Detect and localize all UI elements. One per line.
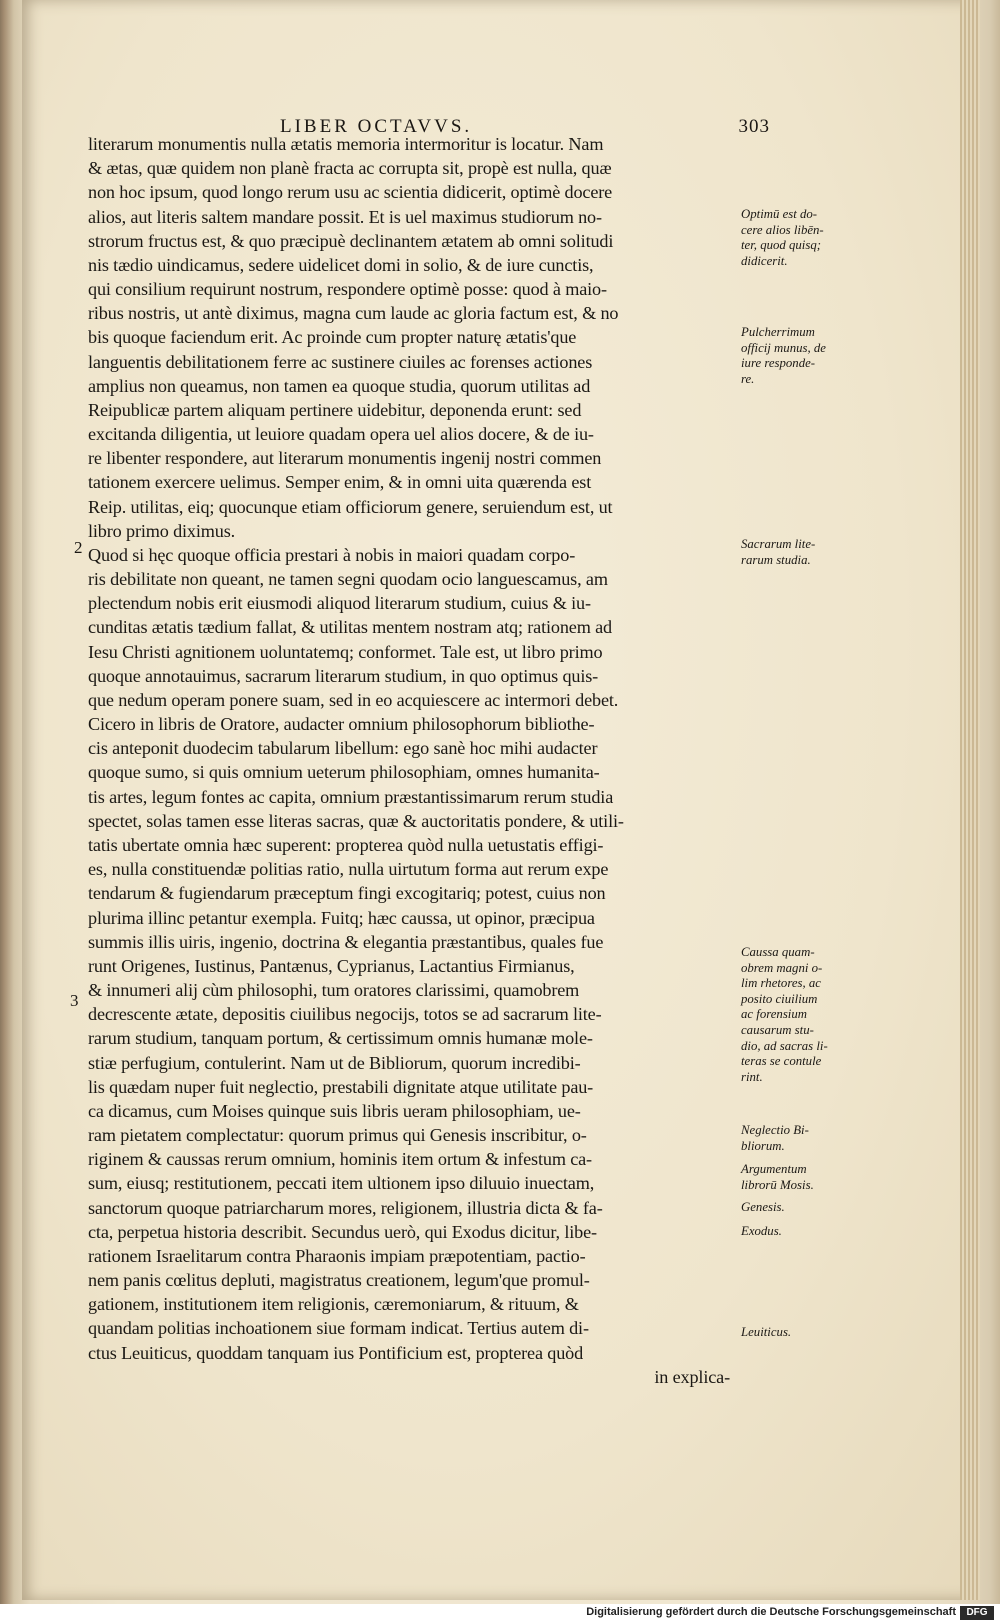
text-line: in explica- — [654, 1366, 730, 1387]
text-line: re libenter respondere, aut literarum monumentis ingenij nostri commen — [88, 448, 602, 469]
margin-note-line: iure responde- — [741, 356, 816, 371]
text-line: nis tædio uindicamus, sedere uidelicet domi in solio, & de iure cunctis, — [88, 254, 594, 275]
text-line: ram pietatem complectatur: quorum primus qui Genesis inscribitur, o- — [88, 1125, 587, 1146]
text-line: & ætas, quæ quidem non planè fracta ac corrupta sit, propè est nulla, quæ — [88, 158, 612, 179]
page-edges — [960, 0, 980, 1600]
margin-note-line: rarum studia. — [741, 552, 811, 567]
margin-note — [741, 1325, 841, 1341]
margin-note-line: Genesis. — [741, 1200, 785, 1214]
text-line: lis quædam nuper fuit neglectio, prestabili dignitate atque utilitate pau- — [88, 1076, 594, 1097]
text-line: tis artes, legum fontes ac capita, omnium præstantissimarum rerum studia — [88, 786, 614, 807]
margin-note-line: posito ciuilium — [741, 991, 818, 1006]
margin-note — [741, 1200, 841, 1216]
text-line: tendarum & fugiendarum præceptum fingi excogitariq; potest, cuius non — [88, 883, 606, 904]
text-line: qui consilium requirunt nostrum, respondere optimè posse: quod à maio- — [88, 279, 607, 300]
margin-note-line: officij munus, de — [741, 340, 826, 355]
margin-note — [741, 945, 841, 1085]
text-line: non hoc ipsum, quod longo rerum usu ac scientia didicerit, optimè docere — [88, 182, 613, 203]
margin-note-line: bliorum. — [741, 1138, 785, 1153]
margin-note-line: ter, quod quisq; — [741, 238, 821, 253]
margin-note-line: Exodus. — [741, 1224, 782, 1238]
margin-note — [741, 207, 841, 269]
body-text — [88, 132, 738, 1389]
text-line: ribus nostris, ut antè diximus, magna cum laude ac gloria factum est, & no — [88, 303, 619, 324]
text-line: literarum monumentis nulla ætatis memoria intermoritur is locatur. Nam — [88, 134, 604, 154]
text-line: Reipublicæ partem aliquam pertinere uidebitur, deponenda erunt: sed — [88, 399, 582, 420]
margin-note-line: obrem magni o- — [741, 960, 823, 975]
text-line: languentis debilitationem ferre ac sustinere ciuiles ac forenses actiones — [88, 351, 593, 372]
margin-note-line: Pulcherrimum — [741, 325, 815, 339]
text-line: cta, perpetua historia describit. Secundus uerò, qui Exodus dicitur, libe- — [88, 1221, 597, 1242]
margin-note-line: Argumentum — [741, 1162, 807, 1176]
paragraph-number: 3 — [70, 991, 79, 1010]
text-line: ctus Leuiticus, quoddam tanquam ius Pontificium est, propterea quòd — [88, 1342, 584, 1363]
margin-note — [741, 1123, 841, 1154]
text-line: es, nulla constituendæ politias ratio, nulla uirtutum forma aut rerum expe — [88, 859, 609, 880]
text-line: sum, eiusq; restitutionem, peccati item ultionem ipso diluuio inuectam, — [88, 1173, 595, 1194]
margin-note-line: didicerit. — [741, 253, 788, 268]
text-line: amplius non queamus, non tamen ea quoque studia, quorum utilitas ad — [88, 375, 591, 396]
text-line: ca dicamus, cum Moises quinque suis libris ueram philosophiam, ue- — [88, 1100, 581, 1121]
text-line: excitanda diligentia, ut leuiore quadam opera uel alios docere, & de iu- — [88, 424, 594, 445]
margin-note-line: causarum stu- — [741, 1022, 814, 1037]
text-line: tationem exercere uelimus. Semper enim, & in omni uita quærenda est — [88, 472, 592, 493]
margin-note-line: teras se contule — [741, 1054, 822, 1069]
text-line: cis anteponit duodecim tabularum libellum: ego sanè hoc mihi audacter — [88, 738, 598, 759]
text-line: quandam politias inchoationem siue formam indicat. Tertius autem di- — [88, 1318, 589, 1339]
text-line: alios, aut literis saltem mandare possit. Et is uel maximus studiorum no- — [88, 206, 602, 227]
text-line: rationem Israelitarum contra Pharaonis impiam præpotentiam, pactio- — [88, 1245, 586, 1266]
margin-note-line: cere alios libēn- — [741, 222, 824, 237]
running-title: LIBER OCTAVVS. — [280, 116, 473, 137]
margin-note-line: lim rhetores, ac — [741, 976, 821, 991]
text-line: gationem, institutionem item religionis, cæremoniarum, & rituum, & — [88, 1294, 579, 1315]
margin-note — [741, 325, 841, 387]
page-number: 303 — [738, 116, 770, 137]
margin-note-line: Leuiticus. — [741, 1325, 792, 1339]
text-line: decrescente ætate, depositis ciuilibus negocijs, totos se ad sacrarum lite- — [88, 1004, 602, 1025]
margin-note-line: librorū Mosis. — [741, 1177, 814, 1192]
text-line: quoque sumo, si quis omnium ueterum philosophiam, omnes humanita- — [88, 762, 600, 783]
text-line: quoque annotauimus, sacrarum literarum studium, in quo optimus quis- — [88, 665, 599, 686]
text-line: plectendum nobis erit eiusmodi aliquod literarum studium, cuius & iu- — [88, 593, 591, 614]
margin-note-line: rint. — [741, 1069, 763, 1084]
dfg-logo: DFG — [960, 1606, 994, 1620]
text-line: summis illis uiris, ingenio, doctrina & elegantia præstantibus, quales fue — [88, 931, 604, 952]
margin-note — [741, 1224, 841, 1240]
margin-note-line: Caussa quam- — [741, 945, 815, 959]
text-line: que nedum operam ponere suam, sed in eo acquiescere ac intermori debet. — [88, 689, 619, 710]
margin-note-line: Neglectio Bi- — [741, 1123, 809, 1137]
text-line: riginem & caussas rerum omnium, hominis item ortum & infestum ca- — [88, 1149, 592, 1170]
paragraph-number: 2 — [74, 538, 83, 557]
text-line: strorum fructus est, & quo præcipuè declinantem ætatem ab omni solitudi — [88, 230, 614, 251]
text-line: cunditas ætatis tædium fallat, & utilitas mentem nostram atq; rationem ad — [88, 617, 612, 638]
margin-note-line: ac forensium — [741, 1007, 807, 1022]
text-line: Reip. utilitas, eiq; quocunque etiam officiorum genere, seruiendum est, ut — [88, 496, 613, 517]
margin-note — [741, 537, 841, 568]
text-line: nem panis cœlitus depluti, magistratus creationem, legum'que promul- — [88, 1270, 590, 1291]
text-line: tatis ubertate omnia hæc superent: propterea quòd nulla uetustatis effigi- — [88, 834, 604, 855]
text-line: Quod si hęc quoque officia prestari à nobis in maiori quadam corpo- — [88, 544, 576, 565]
text-line: stiæ perfugium, contulerint. Nam ut de Bibliorum, quorum incredibi- — [88, 1052, 581, 1073]
text-line: spectet, solas tamen esse literas sacras, quæ & auctoritatis pondere, & utili- — [88, 810, 624, 831]
text-line: ris debilitate non queant, ne tamen segni quodam ocio languescamus, am — [88, 569, 608, 590]
margin-note-line: Optimū est do- — [741, 207, 818, 221]
text-line: plurima illinc petantur exempla. Fuitq; hæc caussa, ut opinor, præcipua — [88, 907, 595, 928]
margin-note-line: Sacrarum lite- — [741, 537, 816, 551]
margin-note-line: re. — [741, 371, 755, 386]
text-line: runt Origenes, Iustinus, Pantænus, Cyprianus, Lactantius Firmianus, — [88, 955, 575, 976]
text-line: sanctorum quoque patriarcharum mores, religionem, illustria dicta & fa- — [88, 1197, 603, 1218]
text-line: rarum studium, tanquam portum, & certissimum omnis humanæ mole- — [88, 1028, 593, 1049]
funding-credit: Digitalisierung gefördert durch die Deutsche Forschungsgemeinschaft — [586, 1606, 956, 1618]
text-line: & innumeri alij cùm philosophi, tum oratores clarissimi, quamobrem — [88, 980, 580, 1001]
footer-bar — [0, 1604, 1000, 1624]
text-line: Iesu Christi agnitionem uoluntatemq; conformet. Tale est, ut libro primo — [88, 641, 603, 662]
margin-note-line: dio, ad sacras li- — [741, 1038, 828, 1053]
text-line: Cicero in libris de Oratore, audacter omnium philosophorum bibliothe- — [88, 714, 595, 735]
margin-note — [741, 1162, 841, 1193]
text-line: libro primo diximus. — [88, 520, 236, 541]
text-line: bis quoque faciendum erit. Ac proinde cum propter naturę ætatis'que — [88, 327, 577, 348]
